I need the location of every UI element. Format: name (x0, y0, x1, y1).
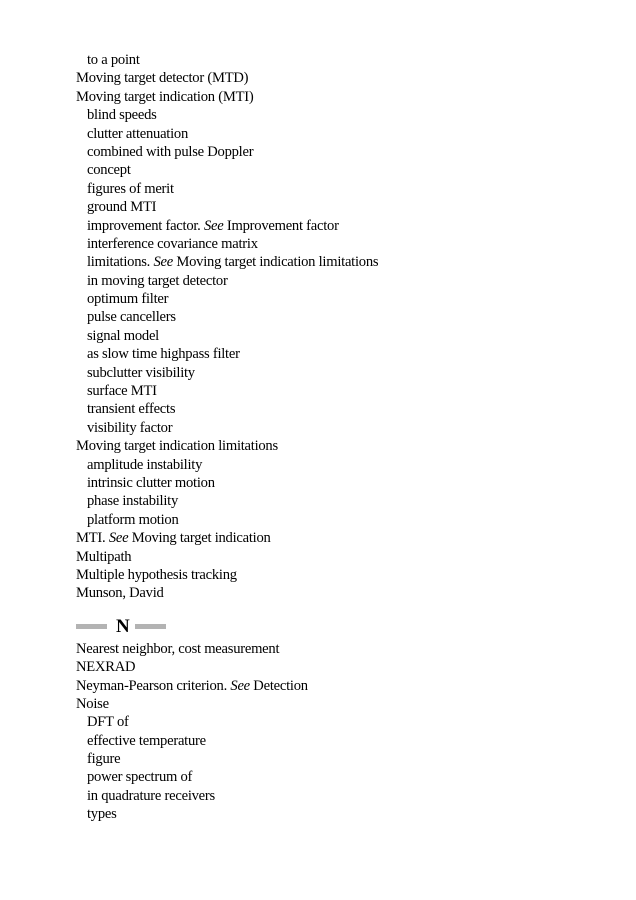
index-subentry: optimum filter (87, 291, 169, 308)
index-subentry: phase instability (87, 493, 179, 510)
index-subentry: concept (87, 162, 131, 179)
index-entry: Noise (76, 695, 109, 712)
index-subentry: intrinsic clutter motion (87, 474, 215, 491)
see-reference: See (153, 254, 173, 271)
index-group-m-1 (76, 51, 616, 217)
entry-text: improvement factor. (87, 217, 204, 234)
index-entry: Moving target indication (MTI) (76, 88, 254, 105)
see-reference: See (108, 530, 129, 547)
index-subentry: figure (87, 751, 121, 768)
index-subentry: in quadrature receivers (87, 787, 215, 804)
index-subentry: as slow time highpass filter (87, 346, 240, 363)
see-reference: See (230, 677, 250, 694)
index-entry: Multipath (76, 548, 132, 565)
index-subentry: combined with pulse Doppler (87, 143, 254, 160)
index-subentry: surface MTI (87, 383, 157, 400)
index-subentry: figures of merit (87, 180, 174, 197)
see-target: Moving target indication (128, 530, 271, 547)
index-subentry: effective temperature (87, 732, 206, 749)
see-target: Improvement factor (223, 217, 339, 234)
index-entry: Nearest neighbor, cost measurement (76, 640, 280, 657)
index-subentry: platform motion (87, 511, 179, 528)
index-subentry: blind speeds (87, 107, 157, 124)
index-group-n-1 (76, 640, 616, 677)
index-subentry: to a point (87, 52, 140, 68)
index-subentry: in moving target detector (87, 272, 228, 289)
index-subentry: subclutter visibility (87, 364, 195, 381)
index-subentry: pulse cancellers (87, 309, 176, 326)
index-subentry: amplitude instability (87, 456, 203, 473)
index-subentry: interference covariance matrix (87, 235, 258, 252)
index-subentry: visibility factor (87, 419, 173, 436)
index-entry: Munson, David (76, 585, 164, 602)
see-reference: See (203, 217, 224, 234)
index-subentry: types (87, 806, 117, 823)
index-group-m-4 (76, 548, 616, 603)
index-group-m-2 (76, 235, 616, 253)
index-group-n-2 (76, 695, 616, 824)
index-subentry: power spectrum of (87, 769, 193, 786)
index-entry-see (76, 529, 616, 547)
see-target: Detection (249, 677, 308, 694)
index-page (76, 51, 616, 824)
index-entry-see (76, 677, 616, 695)
see-target: Moving target indication limitations (173, 254, 379, 271)
index-entry-see (76, 217, 616, 235)
index-entry: Moving target detector (MTD) (76, 70, 249, 87)
index-subentry: clutter attenuation (87, 125, 189, 142)
index-group-m-3 (76, 272, 616, 529)
entry-text: limitations. (87, 254, 154, 271)
divider-bar-left (76, 624, 107, 629)
index-subentry: DFT of (87, 714, 129, 731)
index-entry: NEXRAD (76, 659, 136, 676)
index-entry-see (76, 253, 616, 271)
index-entry: Multiple hypothesis tracking (76, 566, 237, 583)
index-subentry: signal model (87, 327, 159, 344)
index-subentry: ground MTI (87, 199, 157, 216)
index-entry: Moving target indication limitations (76, 438, 278, 455)
index-subentry: transient effects (87, 401, 176, 418)
letter-heading (76, 616, 616, 638)
section-letter: N (116, 615, 130, 637)
entry-text: MTI. (76, 530, 109, 547)
divider-bar-right (135, 624, 166, 629)
entry-text: Neyman-Pearson criterion. (76, 677, 231, 694)
